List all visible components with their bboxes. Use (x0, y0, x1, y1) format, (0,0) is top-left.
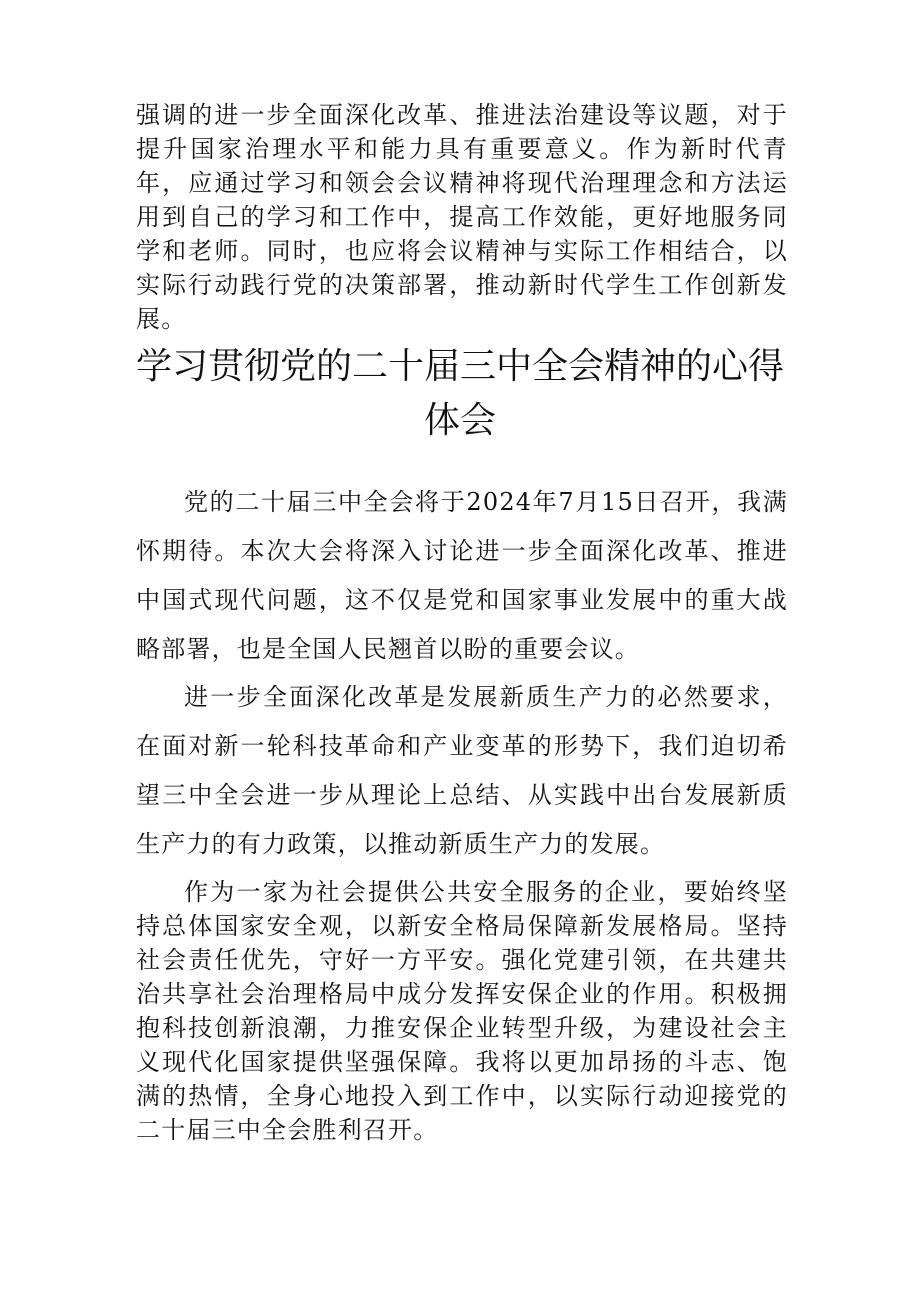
body-paragraph-1: 党的二十届三中全会将于2024年7月15日召开，我满怀期待。本次大会将深入讨论进一步全面深化改革、推进中国式现代问题，这不仅是党和国家事业发展中的重大战略部署，也是全国人民翘首以盼的重要会议。 (136, 488, 788, 663)
intro-paragraph: 强调的进一步全面深化改革、推进法治建设等议题，对于提升国家治理水平和能力具有重要意义。作为新时代青年，应通过学习和领会会议精神将现代治理理念和方法运用到自己的学习和工作中，提高工作效能，更好地服务同学和老师。同时，也应将会议精神与实际工作相结合，以实际行动践行党的决策部署，推动新时代学生工作创新发展。 (136, 101, 788, 333)
title-line-1: 学习贯彻党的二十届三中全会精神的心得 (136, 346, 785, 387)
body-paragraph-3: 作为一家为社会提供公共安全服务的企业，要始终坚持总体国家安全观，以新安全格局保障新发展格局。坚持社会责任优先，守好一方平安。强化党建引领，在共建共治共享社会治理格局中成分发挥安保企业的作用。积极拥抱科技创新浪潮，力推安保企业转型升级，为建设社会主义现代化国家提供坚强保障。我将以更加昂扬的斗志、饱满的热情，全身心地投入到工作中，以实际行动迎接党的二十届三中全会胜利召开。 (136, 878, 788, 1144)
document-title (136, 340, 784, 448)
body-paragraph-2: 进一步全面深化改革是发展新质生产力的必然要求，在面对新一轮科技革命和产业变革的形势下，我们迫切希望三中全会进一步从理论上总结、从实践中出台发展新质生产力的有力政策，以推动新质生产力的发展。 (136, 683, 788, 858)
title-line-2: 体会 (423, 400, 496, 441)
